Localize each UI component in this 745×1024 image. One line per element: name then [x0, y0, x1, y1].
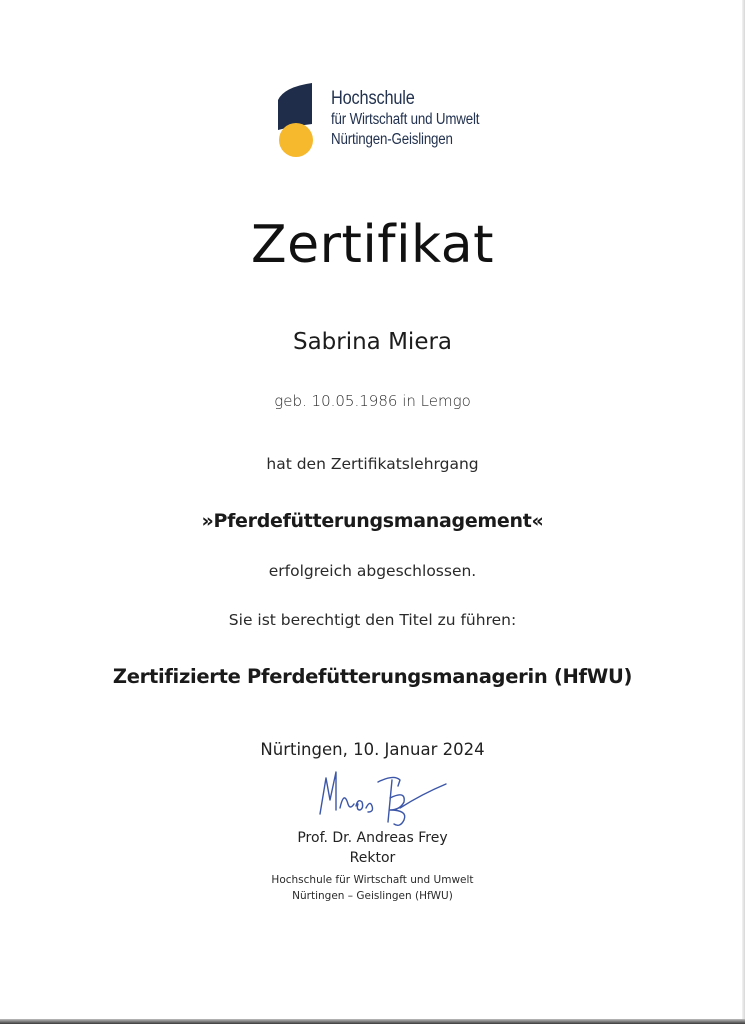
logo-wordmark	[331, 88, 479, 150]
completion-statement: erfolgreich abgeschlossen.	[268, 562, 477, 580]
logo-line-1: Hochschule	[331, 88, 415, 109]
place-and-date: Nürtingen, 10. Januar 2024	[260, 740, 485, 759]
signatory-name: Prof. Dr. Andreas Frey	[297, 830, 448, 846]
birth-info: geb. 10.05.1986 in Lemgo	[274, 392, 471, 410]
signatory-role: Rektor	[349, 850, 396, 866]
handwritten-signature	[314, 764, 454, 830]
university-logo	[276, 82, 506, 160]
recipient-name: Sabrina Miera	[292, 329, 453, 355]
course-intro: hat den Zertifikatslehrgang	[266, 455, 479, 473]
page-bottom-edge	[0, 1019, 745, 1024]
logo-mark-icon	[276, 82, 326, 160]
title-entitlement: Sie ist berechtigt den Titel zu führen:	[228, 611, 517, 629]
course-name: »Pferdefütterungsmanagement«	[201, 510, 544, 532]
institution-line-2: Nürtingen – Geislingen (HfWU)	[292, 890, 453, 902]
logo-line-3: Nürtingen-Geislingen	[331, 131, 453, 148]
logo-line-2: für Wirtschaft und Umwelt	[331, 111, 480, 128]
awarded-title: Zertifizierte Pferdefütterungsmanagerin (HfWU)	[112, 665, 633, 688]
certificate-title: Zertifikat	[250, 215, 495, 275]
institution-line-1: Hochschule für Wirtschaft und Umwelt	[271, 874, 474, 886]
